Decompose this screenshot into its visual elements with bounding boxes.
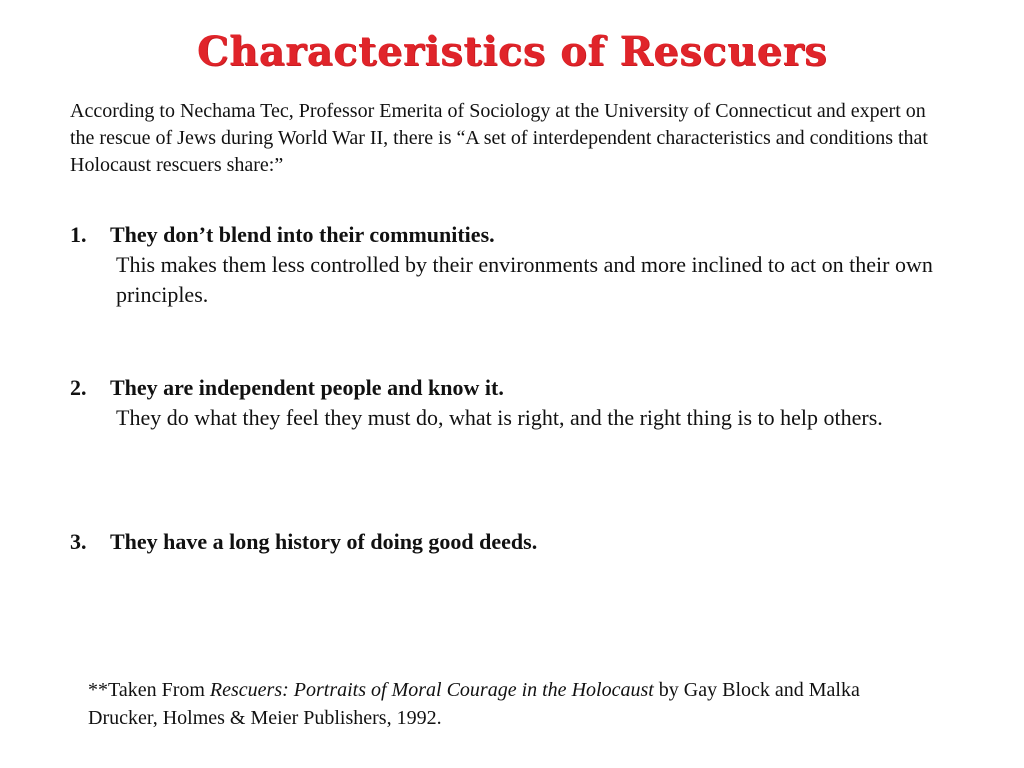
intro-paragraph: According to Nechama Tec, Professor Emerita of Sociology at the University of Connecticut and expert on the rescue of Jews during World War II, there is “A set of interdependent characteristics and conditions that Holocaust rescuers share:” [70, 100, 928, 176]
list-item [70, 220, 1000, 310]
list-item-body: They do what they feel they must do, what is right, and the right thing is to help others. [116, 405, 883, 430]
list-item [70, 373, 1000, 433]
slide-title: Characteristics of Rescuers [196, 28, 828, 75]
list-item-number: 3. [70, 529, 87, 554]
list-item-heading [70, 527, 1000, 557]
list-item-heading [70, 220, 1000, 250]
source-prefix: **Taken From [88, 679, 210, 701]
list-item-body: This makes them less controlled by their environments and more inclined to act on their own principles. [116, 252, 933, 307]
list-item [70, 527, 1000, 557]
source-citation [88, 676, 908, 732]
list-item-heading [70, 373, 1000, 403]
list-item-title: They have a long history of doing good deeds. [110, 529, 538, 554]
source-book-title: Rescuers: Portraits of Moral Courage in the Holocaust [209, 679, 654, 701]
list-item-number: 2. [70, 375, 87, 400]
list-item-title: They are independent people and know it. [110, 375, 504, 400]
list-item-number: 1. [70, 222, 87, 247]
list-item-title: They don’t blend into their communities. [110, 222, 495, 247]
source-suffix: by Gay Block and Malka Drucker, Holmes & Meier Publishers, 1992. [88, 679, 860, 729]
